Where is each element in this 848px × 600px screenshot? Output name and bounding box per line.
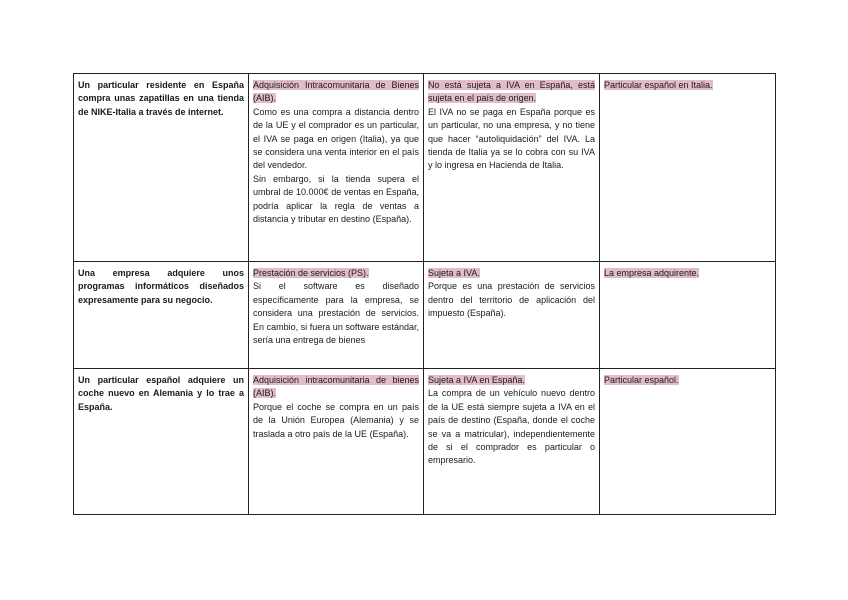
operation-label: Prestación de servicios (PS). (253, 268, 369, 278)
taxpayer-cell (600, 74, 776, 262)
operation-label: Adquisición Intracomunitaria de Bienes (AIB). (253, 80, 419, 104)
scenario-text: Una empresa adquiere unos programas informáticos diseñados expresamente para su negocio. (78, 268, 244, 305)
table-row (74, 262, 776, 369)
operation-explanation (253, 106, 419, 227)
taxpayer-label: Particular español. (604, 375, 679, 385)
vat-cases-table (73, 73, 776, 515)
taxation-label: Sujeta a IVA en España. (428, 375, 525, 385)
operation-explanation (253, 401, 419, 441)
operation-explanation-paragraph: Si el software es diseñado específicamente para la empresa, se considera una prestación de servicios. En cambio, si fuera un software estándar, sería una entrega de bienes (253, 281, 419, 346)
operation-cell (249, 74, 424, 262)
taxation-cell (424, 369, 600, 515)
scenario-cell (74, 369, 249, 515)
taxpayer-cell (600, 262, 776, 369)
operation-label: Adquisición intracomunitaria de bienes (AIB). (253, 375, 419, 399)
taxpayer-label: Particular español en Italia. (604, 80, 713, 90)
taxation-explanation: Porque es una prestación de servicios dentro del territorio de aplicación del impuesto (España). (428, 281, 595, 319)
operation-explanation-paragraph: Porque el coche se compra en un país de la Unión Europea (Alemania) y se traslada a otro país de la UE (España). (253, 401, 419, 439)
taxation-label: Sujeta a IVA. (428, 268, 480, 278)
scenario-text: Un particular residente en España compra unas zapatillas en una tienda de NIKE-Italia a través de internet. (78, 80, 244, 117)
operation-cell (249, 369, 424, 515)
operation-cell (249, 262, 424, 369)
scenario-cell (74, 262, 249, 369)
scenario-text: Un particular español adquiere un coche nuevo en Alemania y lo trae a España. (78, 375, 244, 412)
operation-explanation (253, 280, 419, 347)
taxation-cell (424, 74, 600, 262)
taxpayer-label: La empresa adquirente. (604, 268, 700, 278)
table-row (74, 369, 776, 515)
taxpayer-cell (600, 369, 776, 515)
scenario-cell (74, 74, 249, 262)
taxation-explanation: El IVA no se paga en España porque es un particular, no una empresa, y no tiene que hacer “autoliquidación” del IVA. La tienda de Italia ya se lo cobra con su IVA y lo ingresa en Hacienda de Italia. (428, 106, 595, 171)
operation-explanation-paragraph: Como es una compra a distancia dentro de la UE y el comprador es un particular, el IVA se paga en origen (Italia), ya que se considera una venta interior en el país del vendedor. (253, 106, 419, 171)
taxation-explanation: La compra de un vehículo nuevo dentro de la UE está siempre sujeta a IVA en el país de destino (España, donde el coche se va a matricular), independientemente de si el comprador es particular o empresario. (428, 388, 595, 466)
taxation-label: No está sujeta a IVA en España, está sujeta en el país de origen. (428, 80, 595, 104)
table-row (74, 74, 776, 262)
taxation-cell (424, 262, 600, 369)
operation-explanation-paragraph: Sin embargo, si la tienda supera el umbral de 10.000€ de ventas en España, podría aplicar la regla de ventas a distancia y tributar en destino (España). (253, 173, 419, 225)
